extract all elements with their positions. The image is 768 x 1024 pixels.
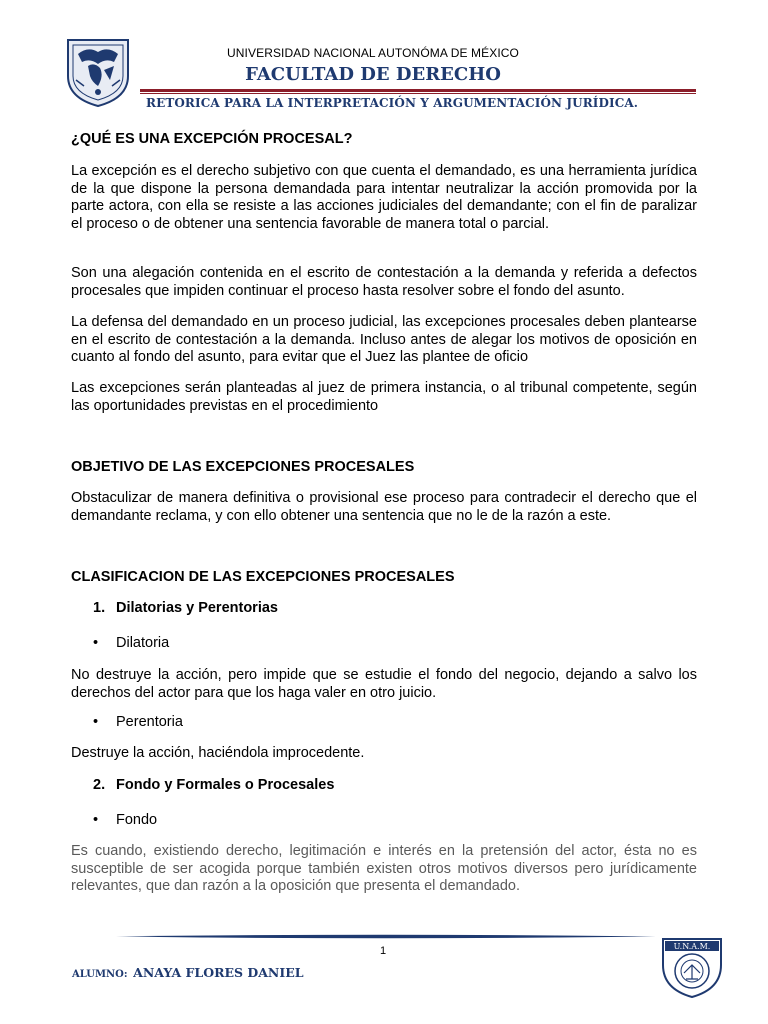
course-title: RETORICA PARA LA INTERPRETACIÓN Y ARGUMENTACIÓN JURÍDICA. <box>146 96 639 110</box>
footer-rule <box>116 926 656 931</box>
bullet-label: Fondo <box>116 812 158 828</box>
bullet-item <box>93 812 157 828</box>
paragraph: Son una alegación contenida en el escrito de contestación a la demanda y referida a defectos procesales que impiden continuar el proceso hasta resolver sobre el fondo del asunto. <box>71 265 697 299</box>
student-name: ANAYA FLORES DANIEL <box>133 965 304 980</box>
paragraph: Es cuando, existiendo derecho, legitimación e interés en la pretensión del actor, ésta no es susceptible de ser acogida porque también existen otros motivos diversos pero jurídicamente relevantes, que dan razón a la oposición que presenta el demandado. <box>71 843 697 895</box>
university-name: UNIVERSIDAD NACIONAL AUTONÓMA DE MÉXICO <box>227 46 519 60</box>
student-label: ALUMNO: <box>72 969 128 980</box>
bullet-item <box>93 635 169 651</box>
paragraph: No destruye la acción, pero impide que se estudie el fondo del negocio, dejando a salvo los derechos del actor para que los haga valer en otro juicio. <box>71 667 697 701</box>
paragraph: La excepción es el derecho subjetivo con que cuenta el demandado, es una herramienta jurídica de la que dispone la persona demandada para intentar neutralizar la acción promovida por la parte actora, con ella se resiste a las acciones judiciales del demandante; con el fin de paralizar el proceso o de obtener una sentencia favorable de manera total o parcial. <box>71 163 697 232</box>
bullet-icon: • <box>93 714 99 730</box>
paragraph: La defensa del demandado en un proceso judicial, las excepciones procesales deben plantearse en el escrito de contestación a la demanda. Incluso antes de alegar los motivos de oposición en cuanto al fondo del asunto, para evitar que el Juez las plantee de oficio <box>71 314 697 366</box>
paragraph: Las excepciones serán planteadas al juez de primera instancia, o al tribunal competente, según las oportunidades previstas en el procedimiento <box>71 380 697 414</box>
numbered-item <box>93 777 334 793</box>
item-label: Dilatorias y Perentorias <box>116 600 278 616</box>
paragraph: Destruye la acción, haciéndola improcedente. <box>71 745 365 761</box>
student-credit <box>72 962 304 981</box>
bullet-icon: • <box>93 635 99 651</box>
item-label: Fondo y Formales o Procesales <box>116 777 335 793</box>
svg-text:U.N.A.M.: U.N.A.M. <box>673 942 711 951</box>
header-rule-thin <box>140 93 696 94</box>
section-heading: OBJETIVO DE LAS EXCEPCIONES PROCESALES <box>71 459 415 475</box>
page-number: 1 <box>380 945 387 957</box>
bullet-item <box>93 714 183 730</box>
item-number: 1. <box>93 600 106 616</box>
faculty-name: FACULTAD DE DERECHO <box>245 64 501 85</box>
numbered-item <box>93 600 278 616</box>
bullet-icon: • <box>93 812 99 828</box>
item-number: 2. <box>93 777 106 793</box>
bullet-label: Dilatoria <box>116 635 170 651</box>
section-heading: ¿QUÉ ES UNA EXCEPCIÓN PROCESAL? <box>71 131 353 147</box>
unam-shield-icon <box>64 36 132 108</box>
header-rule <box>140 89 696 92</box>
paragraph: Obstaculizar de manera definitiva o provisional ese proceso para contradecir el derecho que el demandante reclama, y con ello obtener una sentencia que no le de la razón a este. <box>71 490 697 524</box>
fd-unam-seal-icon <box>659 935 725 999</box>
bullet-label: Perentoria <box>116 714 183 730</box>
section-heading: CLASIFICACION DE LAS EXCEPCIONES PROCESALES <box>71 569 455 585</box>
